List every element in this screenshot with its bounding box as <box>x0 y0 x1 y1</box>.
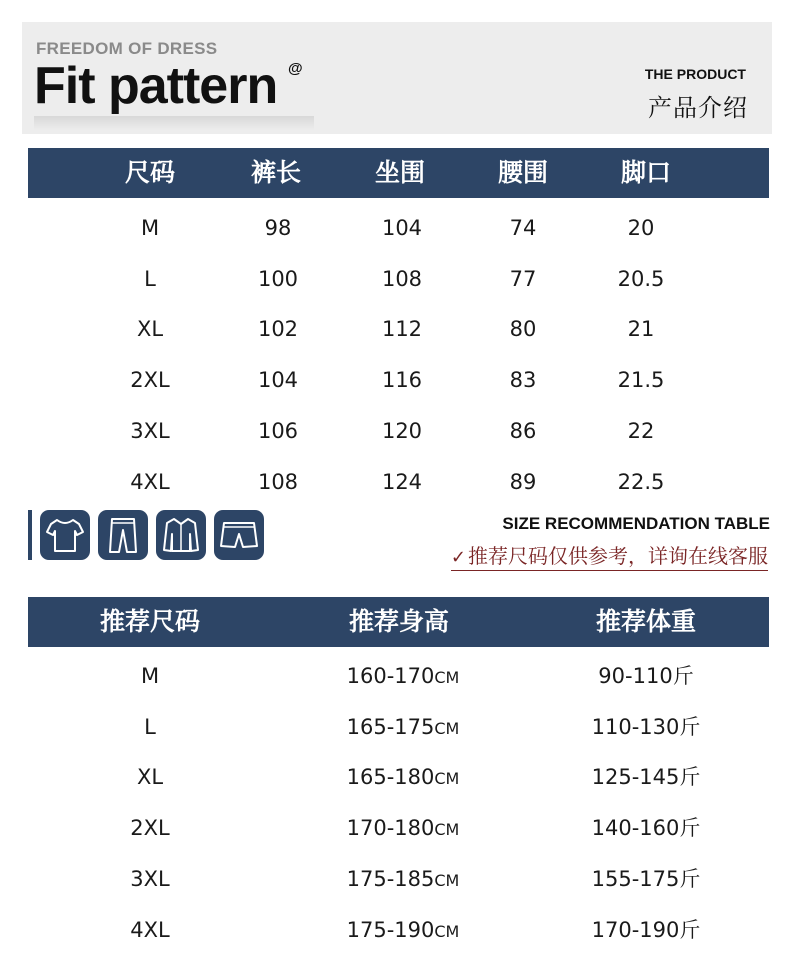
rec-height-col-header: 推荐身高 <box>348 607 450 636</box>
product-label-en: THE PRODUCT <box>644 66 746 82</box>
waist-cell: 77 <box>509 266 537 291</box>
rec-height-value: 170-180 <box>346 816 435 841</box>
rec-height-cell <box>347 803 460 853</box>
length-cell: 100 <box>257 266 299 291</box>
rec-weight-unit: 斤 <box>679 866 701 891</box>
hem-cell: 21.5 <box>617 368 665 393</box>
rec-height-value: 175-190 <box>346 917 435 942</box>
hip-cell: 116 <box>381 368 423 393</box>
rec-size-col-header: 推荐尺码 <box>99 607 201 636</box>
rec-size-cell: XL <box>136 765 164 790</box>
length-cell: 108 <box>257 469 299 494</box>
rec-height-cell <box>347 752 460 802</box>
header-banner <box>22 22 772 134</box>
rec-height-unit: CM <box>434 921 460 941</box>
recommendation-title: SIZE RECOMMENDATION TABLE <box>502 514 770 533</box>
brand-tagline: FREEDOM OF DRESS <box>36 39 218 58</box>
brand-title: Fit pattern <box>34 57 278 115</box>
rec-weight-value: 110-130 <box>591 714 680 739</box>
table-row <box>28 651 769 701</box>
rec-height-value: 175-185 <box>346 866 435 891</box>
table-row <box>28 406 769 456</box>
rec-weight-value: 125-145 <box>591 765 680 790</box>
waist-cell: 89 <box>509 469 537 494</box>
size-cell: M <box>140 216 160 240</box>
hem-col-header: 脚口 <box>620 158 672 187</box>
table-row <box>28 304 769 354</box>
rec-size-cell: 3XL <box>130 866 170 891</box>
table-row <box>28 905 769 955</box>
brand-reflection <box>34 116 314 130</box>
waist-col-header: 腰围 <box>497 158 549 187</box>
rec-height-unit: CM <box>434 870 460 890</box>
rec-height-cell <box>347 905 460 955</box>
tshirt-icon <box>40 510 90 560</box>
size-col-header: 尺码 <box>124 158 176 187</box>
waist-cell: 86 <box>509 418 537 443</box>
rec-weight-cell <box>598 651 693 701</box>
rec-weight-unit: 斤 <box>679 816 701 841</box>
hip-col-header: 坐围 <box>374 158 426 187</box>
size-table-header <box>28 148 769 198</box>
hem-cell: 22 <box>627 418 655 443</box>
pencil-icon: ✓ <box>450 547 466 568</box>
length-cell: 98 <box>264 216 292 240</box>
rec-weight-unit: 斤 <box>679 765 701 790</box>
waist-cell: 74 <box>509 216 537 240</box>
rec-height-unit: CM <box>434 668 460 687</box>
size-cell: 3XL <box>130 418 170 443</box>
table-row <box>28 457 769 507</box>
size-cell: 2XL <box>130 368 170 393</box>
table-row <box>28 752 769 802</box>
rec-height-cell <box>347 702 460 752</box>
hip-cell: 112 <box>381 317 423 342</box>
rec-height-value: 165-180 <box>346 765 435 790</box>
hem-cell: 22.5 <box>617 469 665 494</box>
table-row <box>28 355 769 405</box>
rec-weight-cell <box>592 854 701 904</box>
rec-weight-unit: 斤 <box>679 917 701 942</box>
jacket-icon <box>156 510 206 560</box>
rec-table-header <box>28 597 769 647</box>
length-cell: 106 <box>257 418 299 443</box>
rec-size-cell: 2XL <box>130 816 170 841</box>
trousers-icon <box>98 510 148 560</box>
recommendation-note <box>451 540 768 571</box>
rec-weight-unit: 斤 <box>679 714 701 739</box>
table-row <box>28 803 769 853</box>
rec-weight-unit: 斤 <box>672 664 694 688</box>
rec-weight-value: 155-175 <box>591 866 680 891</box>
rec-weight-col-header: 推荐体重 <box>595 607 697 636</box>
rec-height-cell <box>347 854 460 904</box>
table-row <box>28 854 769 904</box>
recommendation-note-text: 推荐尺码仅供参考，详询在线客服 <box>468 544 768 568</box>
table-row <box>28 702 769 752</box>
rec-height-unit: CM <box>434 718 460 738</box>
rec-weight-value: 140-160 <box>591 816 680 841</box>
product-label-cn: 产品介绍 <box>648 94 748 122</box>
waist-cell: 80 <box>509 317 537 342</box>
rec-weight-cell <box>592 905 701 955</box>
hem-cell: 20.5 <box>617 266 665 291</box>
table-row <box>28 203 769 253</box>
table-row <box>28 254 769 304</box>
rec-height-value: 165-175 <box>346 714 435 739</box>
length-cell: 102 <box>257 317 299 342</box>
hip-cell: 104 <box>381 216 423 240</box>
size-cell: 4XL <box>130 469 170 494</box>
length-col-header: 裤长 <box>250 158 302 187</box>
rec-weight-value: 170-190 <box>591 917 680 942</box>
brand-mark: @ <box>288 60 303 77</box>
rec-size-cell: M <box>140 664 160 688</box>
rec-height-unit: CM <box>434 820 460 840</box>
rec-size-cell: 4XL <box>130 917 170 942</box>
hem-cell: 21 <box>627 317 655 342</box>
hem-cell: 20 <box>627 216 655 240</box>
rec-weight-value: 90-110 <box>598 664 673 688</box>
icon-accent-bar <box>28 510 32 560</box>
rec-height-cell <box>347 651 460 701</box>
rec-height-unit: CM <box>434 769 460 789</box>
rec-height-value: 160-170 <box>346 664 435 688</box>
rec-weight-cell <box>592 752 701 802</box>
hip-cell: 120 <box>381 418 423 443</box>
shorts-icon <box>214 510 264 560</box>
waist-cell: 83 <box>509 368 537 393</box>
length-cell: 104 <box>257 368 299 393</box>
hip-cell: 108 <box>381 266 423 291</box>
rec-size-cell: L <box>144 714 156 739</box>
hip-cell: 124 <box>381 469 423 494</box>
size-cell: L <box>144 266 156 291</box>
rec-weight-cell <box>592 803 701 853</box>
size-cell: XL <box>136 317 164 342</box>
rec-weight-cell <box>592 702 701 752</box>
